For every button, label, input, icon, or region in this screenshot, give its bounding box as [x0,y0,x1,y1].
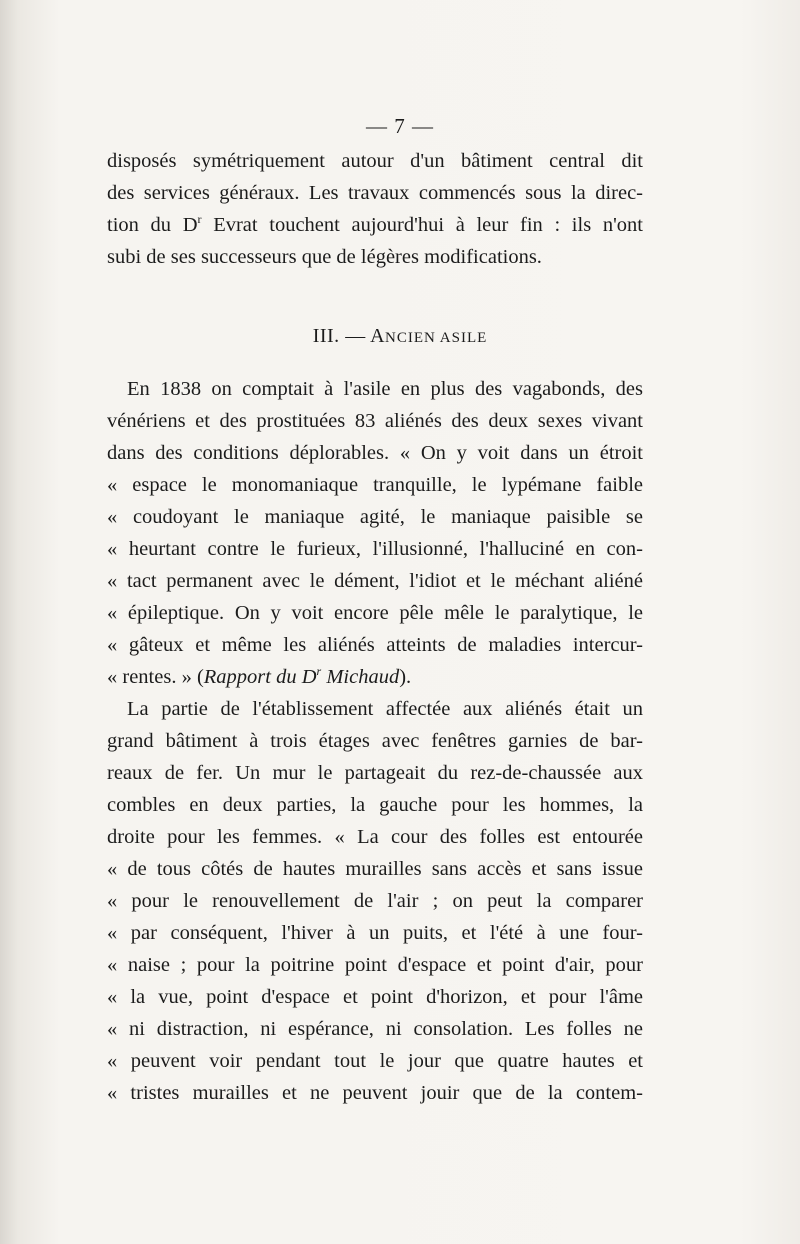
text-line: des services généraux. Les travaux commencés sous la direc- [107,182,643,204]
text-line: « ni distraction, ni espérance, ni consolation. Les folles ne [107,1018,643,1040]
citation: Rapport du D [203,666,317,688]
section-number: III. [312,325,340,347]
text-line: droite pour les femmes. « La cour des folles est entourée [107,826,643,848]
text-line: « coudoyant le maniaque agité, le maniaque paisible se [107,506,643,528]
text-line: vénériens et des prostituées 83 aliénés des deux sexes vivant [107,410,643,432]
text-fragment: Evrat touchent aujourd'hui à leur fin : ils n'ont [201,214,643,236]
text-line: « de tous côtés de hautes murailles sans accès et sans issue [107,858,643,880]
text-fragment: tion du D [107,214,198,236]
text-line: « gâteux et même les aliénés atteints de maladies intercur- [107,634,643,656]
paragraph-1 [107,373,643,693]
text-line: « heurtant contre le furieux, l'illusionné, l'halluciné en con- [107,538,643,560]
text-line: disposés symétriquement autour d'un bâtiment central dit [107,150,643,172]
superscript: r [197,212,202,227]
section-heading [0,325,800,348]
text-line: dans des conditions déplorables. « On y voit dans un étroit [107,442,643,464]
page-number: — 7 — [366,114,434,138]
text-line: La partie de l'établissement affectée aux aliénés était un [127,698,643,720]
citation-name: Michaud [321,666,400,688]
text-line [107,209,643,241]
text-line: « peuvent voir pendant tout le jour que quatre hautes et [107,1050,643,1072]
text-line: « par conséquent, l'hiver à un puits, et l'été à une four- [107,922,643,944]
section-dash: — [345,325,366,347]
text-line: « pour le renouvellement de l'air ; on peut la comparer [107,890,643,912]
section-title: NCIEN ASILE [385,330,488,346]
text-fragment: ). [399,666,412,688]
text-line [107,661,643,693]
text-line: En 1838 on comptait à l'asile en plus des vagabonds, des [127,378,643,400]
intro-paragraph [107,145,643,273]
text-line: grand bâtiment à trois étages avec fenêtres garnies de bar- [107,730,643,752]
text-fragment: « rentes. » ( [107,666,204,688]
text-line: « naise ; pour la poitrine point d'espace et point d'air, pour [107,954,643,976]
section-title-initial: A [370,325,386,347]
superscript: r [316,664,322,679]
text-line: combles en deux parties, la gauche pour les hommes, la [107,794,643,816]
text-line: reaux de fer. Un mur le partageait du rez-de-chaussée aux [107,762,643,784]
text-line: « tristes murailles et ne peuvent jouir que de la contem- [107,1082,643,1104]
text-line: « tact permanent avec le dément, l'idiot et le méchant aliéné [107,570,643,592]
text-line: « épileptique. On y voit encore pêle mêle le paralytique, le [107,602,643,624]
text-line: subi de ses successeurs que de légères modifications. [107,246,542,268]
text-line: « la vue, point d'espace et point d'horizon, et pour l'âme [107,986,643,1008]
paragraph-2 [107,693,643,1109]
text-line: « espace le monomaniaque tranquille, le lypémane faible [107,474,643,496]
